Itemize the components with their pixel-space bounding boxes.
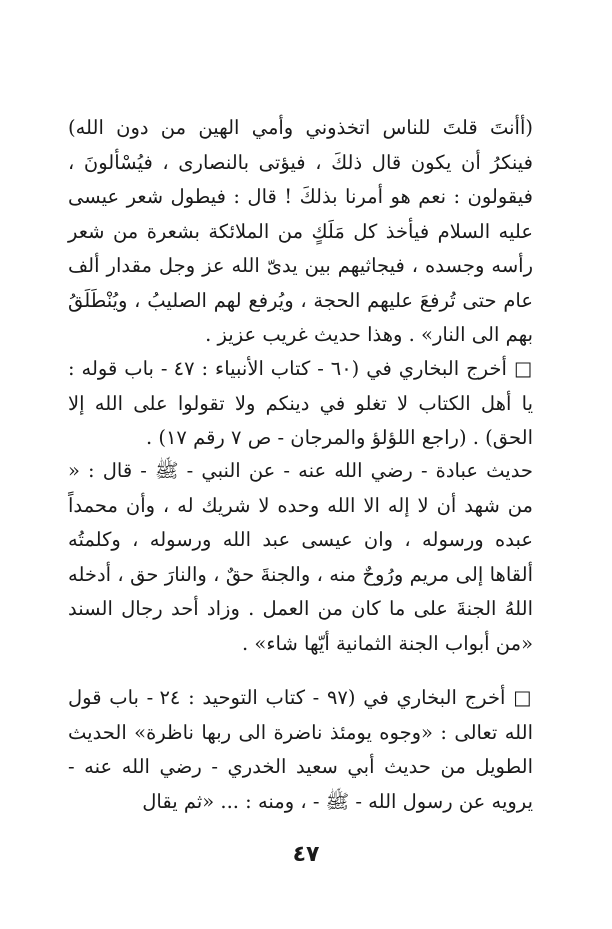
page-number: ٤٧ (292, 842, 320, 867)
paragraph-text: حديث عبادة - رضي الله عنه - عن النبي - ﷺ - قال : « من شهد أن لا إله الا الله وحده لا شريك له ، وأن محمداً عبده ورسوله ، وان عيسى عبد الله ورسوله ، وكلمتُه ألقاها إلى مريم ورُوحٌ منه ، والجنةَ حقٌ ، والنارَ حق ، أدخله اللهُ الجنةَ على ما كان من العمل . وزاد أحد رجال السند «من أبواب الجنة الثمانية أيّها شاء» . (68, 459, 533, 655)
paragraph-text: □ أخرج البخاري في (٩٧ - كتاب التوحيد : ٢٤ - باب قول الله تعالى : «وجوه يومئذ ناضرة الى ربها ناظرة» الحديث الطويل من حديث أبي سعيد الخدري - رضي الله عنه - يرويه عن رسول الله - ﷺ - ، ومنه : ... «ثم يقال (68, 686, 534, 813)
paragraph-text: (أأنتَ قلتَ للناس اتخذوني وأمي الهين من دون الله) فينكرُ أن يكون قال ذلكَ ، فيؤتى بالنصارى ، فيُسْألونَ ، فيقولون : نعم هو أمرنا بذلكَ ! قال : فيطول شعر عيسى عليه السلام فيأخذ كل مَلَكٍ من الملائكة بشعرة من شعر رأسه وجسده ، فيجاثيهم بين يدىّ الله عز وجل مقدار ألف عام حتى تُرفعَ عليهم الحجة ، ويُرفع لهم الصليبُ ، ويُنْطَلَقُ بهم الى النار» . وهذا حديث غريب عزيز . (68, 116, 533, 346)
hadith-text-paragraph (68, 111, 533, 353)
bukhari-tawhid-reference-paragraph (68, 681, 533, 819)
bukhari-reference-paragraph (68, 352, 533, 456)
paragraph-text: □ أخرج البخاري في (٦٠ - كتاب الأنبياء : ٤٧ - باب قوله : يا أهل الكتاب لا تغلو في دينكم ولا تقولوا على الله إلا الحق) . (راجع اللؤلؤ والمرجان - ص ٧ رقم ١٧) . (68, 357, 533, 449)
hadith-ubada-paragraph (68, 454, 533, 661)
